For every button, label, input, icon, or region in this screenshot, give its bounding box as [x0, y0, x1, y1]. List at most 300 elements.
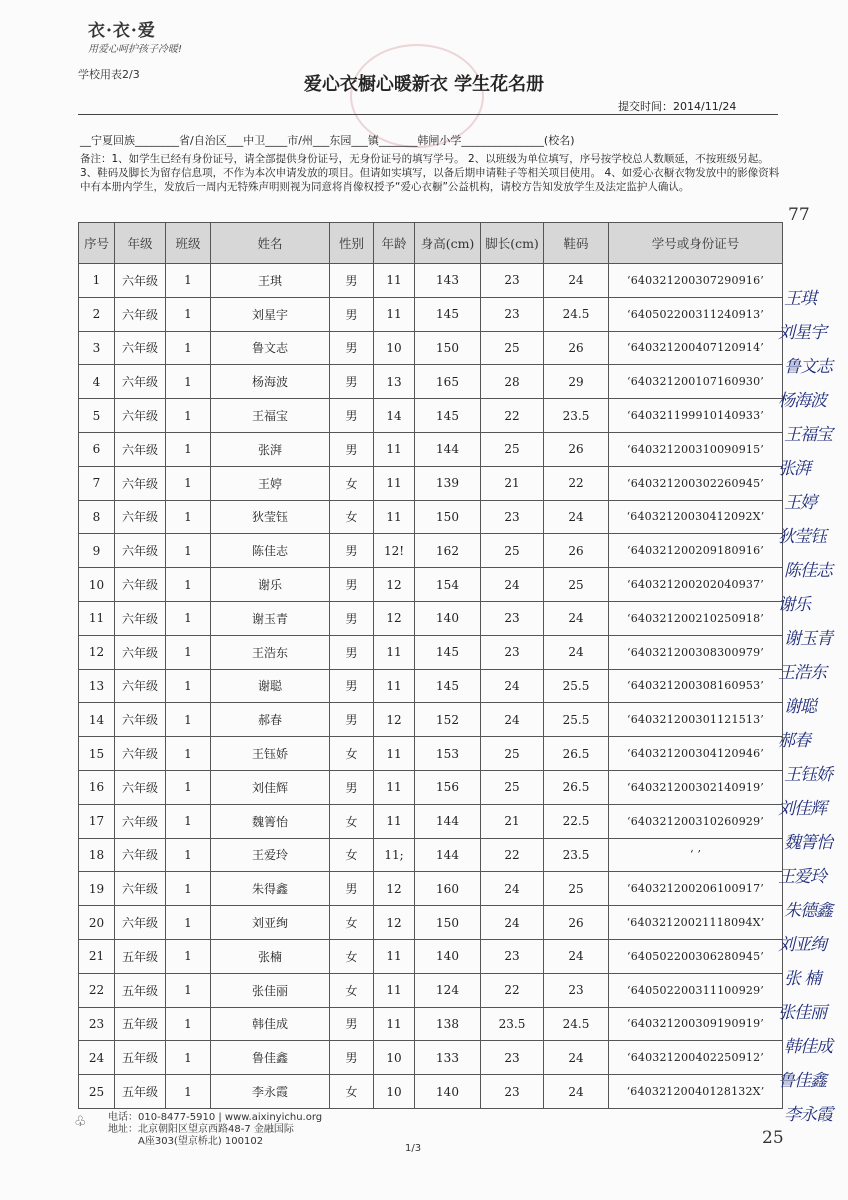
name-cell: 张佳丽 [211, 973, 330, 1007]
age-cell: 11 [374, 1007, 415, 1041]
age-cell: 11 [374, 264, 415, 298]
shoe-size-cell: 22.5 [544, 804, 609, 838]
row-number: 25 [79, 1075, 115, 1109]
height-cell: 154 [415, 568, 481, 602]
handwritten-signature: 鲁文志 [784, 357, 832, 377]
shoe-size-cell: 25 [544, 568, 609, 602]
shoe-size-cell: 26.5 [544, 770, 609, 804]
handwritten-signature: 王钰娇 [784, 765, 832, 785]
handwritten-signature: 王婷 [784, 493, 816, 513]
grade-cell: 六年级 [115, 906, 166, 940]
row-number: 2 [79, 297, 115, 331]
class-cell: 1 [166, 906, 211, 940]
table-row [79, 737, 783, 771]
foot-length-cell: 25 [481, 432, 544, 466]
grade-cell: 五年级 [115, 939, 166, 973]
form-code: 学校用表2/3 [78, 68, 140, 81]
row-number: 23 [79, 1007, 115, 1041]
foot-length-cell: 21 [481, 466, 544, 500]
handwritten-signature: 刘佳辉 [778, 799, 826, 819]
column-header: 性别 [330, 223, 374, 264]
class-cell: 1 [166, 365, 211, 399]
grade-cell: 五年级 [115, 1041, 166, 1075]
shoe-size-cell: 25 [544, 872, 609, 906]
id-number-cell: ‘640321200309190919’ [609, 1007, 783, 1041]
column-header: 学号或身份证号 [609, 223, 783, 264]
sex-cell: 女 [330, 804, 374, 838]
handwritten-signature: 刘星宇 [778, 323, 826, 343]
sex-cell: 男 [330, 703, 374, 737]
foot-length-cell: 28 [481, 365, 544, 399]
sex-cell: 女 [330, 737, 374, 771]
age-cell: 12 [374, 601, 415, 635]
class-cell: 1 [166, 297, 211, 331]
handwritten-signature: 王福宝 [784, 425, 832, 445]
table-row [79, 973, 783, 1007]
age-cell: 13 [374, 365, 415, 399]
handwritten-signature: 张湃 [778, 459, 810, 479]
sex-cell: 男 [330, 399, 374, 433]
shoe-size-cell: 24 [544, 500, 609, 534]
class-cell: 1 [166, 399, 211, 433]
id-number-cell: ‘640321200307290916’ [609, 264, 783, 298]
table-row [79, 804, 783, 838]
grade-cell: 六年级 [115, 737, 166, 771]
header-divider [78, 114, 778, 115]
age-cell: 10 [374, 331, 415, 365]
table-row [79, 399, 783, 433]
age-cell: 11 [374, 804, 415, 838]
age-cell: 11 [374, 737, 415, 771]
grade-cell: 六年级 [115, 466, 166, 500]
foot-length-cell: 22 [481, 973, 544, 1007]
height-cell: 150 [415, 906, 481, 940]
foot-length-cell: 23 [481, 1075, 544, 1109]
handwritten-signature: 郝春 [778, 731, 810, 751]
age-cell: 12 [374, 703, 415, 737]
table-row [79, 838, 783, 872]
foot-length-cell: 22 [481, 399, 544, 433]
row-number: 16 [79, 770, 115, 804]
handwritten-signature: 狄莹钰 [778, 527, 826, 547]
row-number: 10 [79, 568, 115, 602]
page-number: 1/3 [405, 1143, 422, 1154]
row-number: 14 [79, 703, 115, 737]
foot-length-cell: 24 [481, 703, 544, 737]
handwritten-signature: 陈佳志 [784, 561, 832, 581]
grade-cell: 六年级 [115, 770, 166, 804]
class-cell: 1 [166, 568, 211, 602]
foot-length-cell: 23.5 [481, 1007, 544, 1041]
grade-cell: 五年级 [115, 1007, 166, 1041]
table-row [79, 500, 783, 534]
id-number-cell: ‘ ’ [609, 838, 783, 872]
foot-length-cell: 23 [481, 264, 544, 298]
sex-cell: 女 [330, 906, 374, 940]
id-number-cell: ‘640321200302260945’ [609, 466, 783, 500]
foot-length-cell: 24 [481, 906, 544, 940]
table-row [79, 264, 783, 298]
row-number: 11 [79, 601, 115, 635]
class-cell: 1 [166, 1007, 211, 1041]
sex-cell: 女 [330, 838, 374, 872]
sex-cell: 男 [330, 568, 374, 602]
name-cell: 魏箐怡 [211, 804, 330, 838]
grade-cell: 六年级 [115, 568, 166, 602]
name-cell: 王爱玲 [211, 838, 330, 872]
id-number-cell: ‘640321200302140919’ [609, 770, 783, 804]
id-number-cell: ‘640321200308160953’ [609, 669, 783, 703]
name-cell: 鲁佳鑫 [211, 1041, 330, 1075]
id-number-cell: ‘640321200407120914’ [609, 331, 783, 365]
row-number: 9 [79, 534, 115, 568]
shoe-size-cell: 26 [544, 432, 609, 466]
row-number: 20 [79, 906, 115, 940]
sex-cell: 女 [330, 939, 374, 973]
age-cell: 14 [374, 399, 415, 433]
height-cell: 140 [415, 601, 481, 635]
foot-length-cell: 23 [481, 297, 544, 331]
name-cell: 鲁文志 [211, 331, 330, 365]
id-number-cell: ‘640321199910140933’ [609, 399, 783, 433]
shoe-size-cell: 26 [544, 906, 609, 940]
grade-cell: 六年级 [115, 635, 166, 669]
age-cell: 12 [374, 568, 415, 602]
name-cell: 王浩东 [211, 635, 330, 669]
shoe-size-cell: 23.5 [544, 399, 609, 433]
table-row [79, 906, 783, 940]
shoe-size-cell: 26 [544, 534, 609, 568]
class-cell: 1 [166, 872, 211, 906]
sex-cell: 男 [330, 635, 374, 669]
height-cell: 144 [415, 838, 481, 872]
table-row [79, 331, 783, 365]
handwritten-signature: 鲁佳鑫 [778, 1071, 826, 1091]
column-header: 年级 [115, 223, 166, 264]
shoe-size-cell: 24.5 [544, 297, 609, 331]
sex-cell: 男 [330, 601, 374, 635]
sex-cell: 男 [330, 534, 374, 568]
sex-cell: 男 [330, 669, 374, 703]
id-number-cell: ‘640321200202040937’ [609, 568, 783, 602]
row-number: 21 [79, 939, 115, 973]
grade-cell: 六年级 [115, 365, 166, 399]
name-cell: 刘亚绚 [211, 906, 330, 940]
name-cell: 李永霞 [211, 1075, 330, 1109]
grade-cell: 六年级 [115, 804, 166, 838]
foot-length-cell: 25 [481, 331, 544, 365]
footer-address-1: 地址：北京朝阳区望京西路48-7 金融国际 [108, 1124, 294, 1135]
id-number-cell: ‘640502200311100929’ [609, 973, 783, 1007]
height-cell: 140 [415, 939, 481, 973]
grade-cell: 五年级 [115, 1075, 166, 1109]
class-cell: 1 [166, 669, 211, 703]
row-number: 12 [79, 635, 115, 669]
height-cell: 144 [415, 432, 481, 466]
shoe-size-cell: 24.5 [544, 1007, 609, 1041]
handwritten-count: 77 [788, 205, 810, 225]
column-header: 姓名 [211, 223, 330, 264]
table-row [79, 297, 783, 331]
org-logo: 衣·衣·爱 [88, 21, 156, 41]
sex-cell: 男 [330, 297, 374, 331]
age-cell: 12 [374, 906, 415, 940]
grade-cell: 六年级 [115, 500, 166, 534]
class-cell: 1 [166, 770, 211, 804]
org-slogan: 用爱心呵护孩子冷暖! [88, 44, 183, 55]
id-number-cell: ‘640321200304120946’ [609, 737, 783, 771]
row-number: 18 [79, 838, 115, 872]
name-cell: 朱得鑫 [211, 872, 330, 906]
handwritten-signature: 王浩东 [778, 663, 826, 683]
sex-cell: 男 [330, 432, 374, 466]
student-roster-table [78, 222, 783, 1109]
sex-cell: 女 [330, 500, 374, 534]
id-number-cell: ‘64032120021118094X’ [609, 906, 783, 940]
grade-cell: 六年级 [115, 264, 166, 298]
column-header: 脚长(cm) [481, 223, 544, 264]
handwritten-signature: 韩佳成 [784, 1037, 832, 1057]
id-number-cell: ‘64032120040128132X’ [609, 1075, 783, 1109]
foot-length-cell: 23 [481, 601, 544, 635]
height-cell: 139 [415, 466, 481, 500]
table-body [79, 264, 783, 1109]
sex-cell: 男 [330, 264, 374, 298]
table-row [79, 601, 783, 635]
sex-cell: 男 [330, 331, 374, 365]
handwritten-signature: 刘亚绚 [778, 935, 826, 955]
sex-cell: 女 [330, 1075, 374, 1109]
foot-length-cell: 23 [481, 1041, 544, 1075]
foot-length-cell: 24 [481, 872, 544, 906]
handwritten-signature: 张佳丽 [778, 1003, 826, 1023]
class-cell: 1 [166, 1041, 211, 1075]
name-cell: 王婷 [211, 466, 330, 500]
table-row [79, 1075, 783, 1109]
foot-length-cell: 23 [481, 500, 544, 534]
id-number-cell: ‘640502200306280945’ [609, 939, 783, 973]
shoe-size-cell: 25.5 [544, 703, 609, 737]
foot-length-cell: 23 [481, 939, 544, 973]
class-cell: 1 [166, 838, 211, 872]
name-cell: 谢聪 [211, 669, 330, 703]
row-number: 6 [79, 432, 115, 466]
foot-length-cell: 24 [481, 568, 544, 602]
age-cell: 11 [374, 500, 415, 534]
id-number-cell: ‘640321200209180916’ [609, 534, 783, 568]
submit-time: 提交时间：2014/11/24 [618, 100, 737, 113]
page-title: 爱心衣橱心暖新衣 学生花名册 [303, 74, 545, 95]
age-cell: 11 [374, 432, 415, 466]
class-cell: 1 [166, 331, 211, 365]
class-cell: 1 [166, 804, 211, 838]
handwritten-signature: 杨海波 [778, 391, 826, 411]
name-cell: 杨海波 [211, 365, 330, 399]
id-number-cell: ‘640321200310090915’ [609, 432, 783, 466]
handwritten-signature: 王琪 [784, 289, 816, 309]
name-cell: 狄莹钰 [211, 500, 330, 534]
class-cell: 1 [166, 601, 211, 635]
table-row [79, 939, 783, 973]
grade-cell: 六年级 [115, 669, 166, 703]
class-cell: 1 [166, 1075, 211, 1109]
age-cell: 11 [374, 297, 415, 331]
handwritten-signature: 朱德鑫 [784, 901, 832, 921]
shoe-size-cell: 24 [544, 635, 609, 669]
shoe-size-cell: 24 [544, 601, 609, 635]
age-cell: 10 [374, 1075, 415, 1109]
id-number-cell: ‘640321200107160930’ [609, 365, 783, 399]
height-cell: 156 [415, 770, 481, 804]
handwritten-signature: 李永霞 [784, 1105, 832, 1125]
row-number: 19 [79, 872, 115, 906]
foot-length-cell: 25 [481, 770, 544, 804]
grade-cell: 六年级 [115, 432, 166, 466]
height-cell: 143 [415, 264, 481, 298]
name-cell: 刘星宇 [211, 297, 330, 331]
shoe-size-cell: 26.5 [544, 737, 609, 771]
footer-contact [108, 1112, 322, 1148]
table-row [79, 872, 783, 906]
shoe-size-cell: 23 [544, 973, 609, 1007]
row-number: 4 [79, 365, 115, 399]
sex-cell: 女 [330, 466, 374, 500]
id-number-cell: ‘640321200301121513’ [609, 703, 783, 737]
handwritten-signature: 谢玉青 [784, 629, 832, 649]
grade-cell: 六年级 [115, 534, 166, 568]
foot-length-cell: 22 [481, 838, 544, 872]
row-number: 24 [79, 1041, 115, 1075]
name-cell: 王福宝 [211, 399, 330, 433]
table-row [79, 568, 783, 602]
height-cell: 165 [415, 365, 481, 399]
table-row [79, 365, 783, 399]
class-cell: 1 [166, 737, 211, 771]
sex-cell: 男 [330, 770, 374, 804]
handwritten-signature: 魏箐怡 [784, 833, 832, 853]
class-cell: 1 [166, 635, 211, 669]
name-cell: 韩佳成 [211, 1007, 330, 1041]
school-address-line: __宁夏回族________省/自治区___中卫____市/州___东园___镇_______韩闸小学_______________(校名) [80, 134, 575, 147]
name-cell: 张楠 [211, 939, 330, 973]
age-cell: 11 [374, 466, 415, 500]
age-cell: 10 [374, 1041, 415, 1075]
name-cell: 刘佳辉 [211, 770, 330, 804]
table-row [79, 770, 783, 804]
class-cell: 1 [166, 432, 211, 466]
table-row [79, 432, 783, 466]
footer-address-2: A座303(望京桥北) 100102 [138, 1136, 264, 1147]
id-number-cell: ‘640321200310260929’ [609, 804, 783, 838]
name-cell: 张湃 [211, 432, 330, 466]
table-row [79, 669, 783, 703]
shoe-size-cell: 29 [544, 365, 609, 399]
handwritten-signature: 谢聪 [784, 697, 816, 717]
class-cell: 1 [166, 939, 211, 973]
row-number: 5 [79, 399, 115, 433]
foot-length-cell: 21 [481, 804, 544, 838]
class-cell: 1 [166, 264, 211, 298]
name-cell: 郝春 [211, 703, 330, 737]
shoe-size-cell: 24 [544, 939, 609, 973]
handwritten-signature: 张 楠 [784, 969, 821, 989]
foot-length-cell: 25 [481, 534, 544, 568]
id-number-cell: ‘640321200308300979’ [609, 635, 783, 669]
handwritten-total: 25 [762, 1128, 784, 1148]
table-header-row [79, 223, 783, 264]
table-row [79, 635, 783, 669]
sex-cell: 男 [330, 872, 374, 906]
foot-length-cell: 24 [481, 669, 544, 703]
height-cell: 138 [415, 1007, 481, 1041]
shoe-size-cell: 25.5 [544, 669, 609, 703]
class-cell: 1 [166, 500, 211, 534]
grade-cell: 五年级 [115, 973, 166, 1007]
age-cell: 11 [374, 635, 415, 669]
table-row [79, 1007, 783, 1041]
row-number: 22 [79, 973, 115, 1007]
grade-cell: 六年级 [115, 331, 166, 365]
grade-cell: 六年级 [115, 703, 166, 737]
grade-cell: 六年级 [115, 838, 166, 872]
grade-cell: 六年级 [115, 872, 166, 906]
column-header: 序号 [79, 223, 115, 264]
id-number-cell: ‘640321200210250918’ [609, 601, 783, 635]
height-cell: 150 [415, 500, 481, 534]
age-cell: 12! [374, 534, 415, 568]
height-cell: 144 [415, 804, 481, 838]
sex-cell: 男 [330, 1041, 374, 1075]
column-header: 鞋码 [544, 223, 609, 264]
id-number-cell: ‘64032120030412092X’ [609, 500, 783, 534]
name-cell: 王钰娇 [211, 737, 330, 771]
height-cell: 160 [415, 872, 481, 906]
table-row [79, 703, 783, 737]
height-cell: 145 [415, 399, 481, 433]
class-cell: 1 [166, 973, 211, 1007]
row-number: 7 [79, 466, 115, 500]
footer-phone: 电话：010-8477-5910 | www.aixinyichu.org [108, 1112, 323, 1123]
signature-column [778, 282, 848, 1132]
age-cell: 11 [374, 669, 415, 703]
org-logo-icon: ♧ [74, 1114, 87, 1130]
name-cell: 谢乐 [211, 568, 330, 602]
sex-cell: 男 [330, 365, 374, 399]
row-number: 8 [79, 500, 115, 534]
name-cell: 王琪 [211, 264, 330, 298]
id-number-cell: ‘640321200402250912’ [609, 1041, 783, 1075]
id-number-cell: ‘640321200206100917’ [609, 872, 783, 906]
grade-cell: 六年级 [115, 399, 166, 433]
foot-length-cell: 25 [481, 737, 544, 771]
form-notes: 备注：1、如学生已经有身份证号，请全部提供身份证号，无身份证号的填写学号。 2、以班级为单位填写，序号按学校总人数顺延，不按班级另起。 3、鞋码及脚长为留存信息项，不作为本次申请发放的项目。但请如实填写，以备后期申请鞋子等相关项目使用。 4、如爱心衣橱衣物发放中的影像资料中有本册内学生，发放后一周内无特殊声明则视为同意将肖像权授予“爱心衣橱”公益机构，请校方告知发放学生及法定监护人确认。 [80, 153, 780, 193]
row-number: 3 [79, 331, 115, 365]
shoe-size-cell: 24 [544, 264, 609, 298]
sex-cell: 男 [330, 1007, 374, 1041]
row-number: 13 [79, 669, 115, 703]
grade-cell: 六年级 [115, 297, 166, 331]
height-cell: 152 [415, 703, 481, 737]
foot-length-cell: 23 [481, 635, 544, 669]
height-cell: 124 [415, 973, 481, 1007]
shoe-size-cell: 24 [544, 1075, 609, 1109]
row-number: 1 [79, 264, 115, 298]
column-header: 身高(cm) [415, 223, 481, 264]
height-cell: 145 [415, 669, 481, 703]
height-cell: 133 [415, 1041, 481, 1075]
class-cell: 1 [166, 534, 211, 568]
row-number: 17 [79, 804, 115, 838]
